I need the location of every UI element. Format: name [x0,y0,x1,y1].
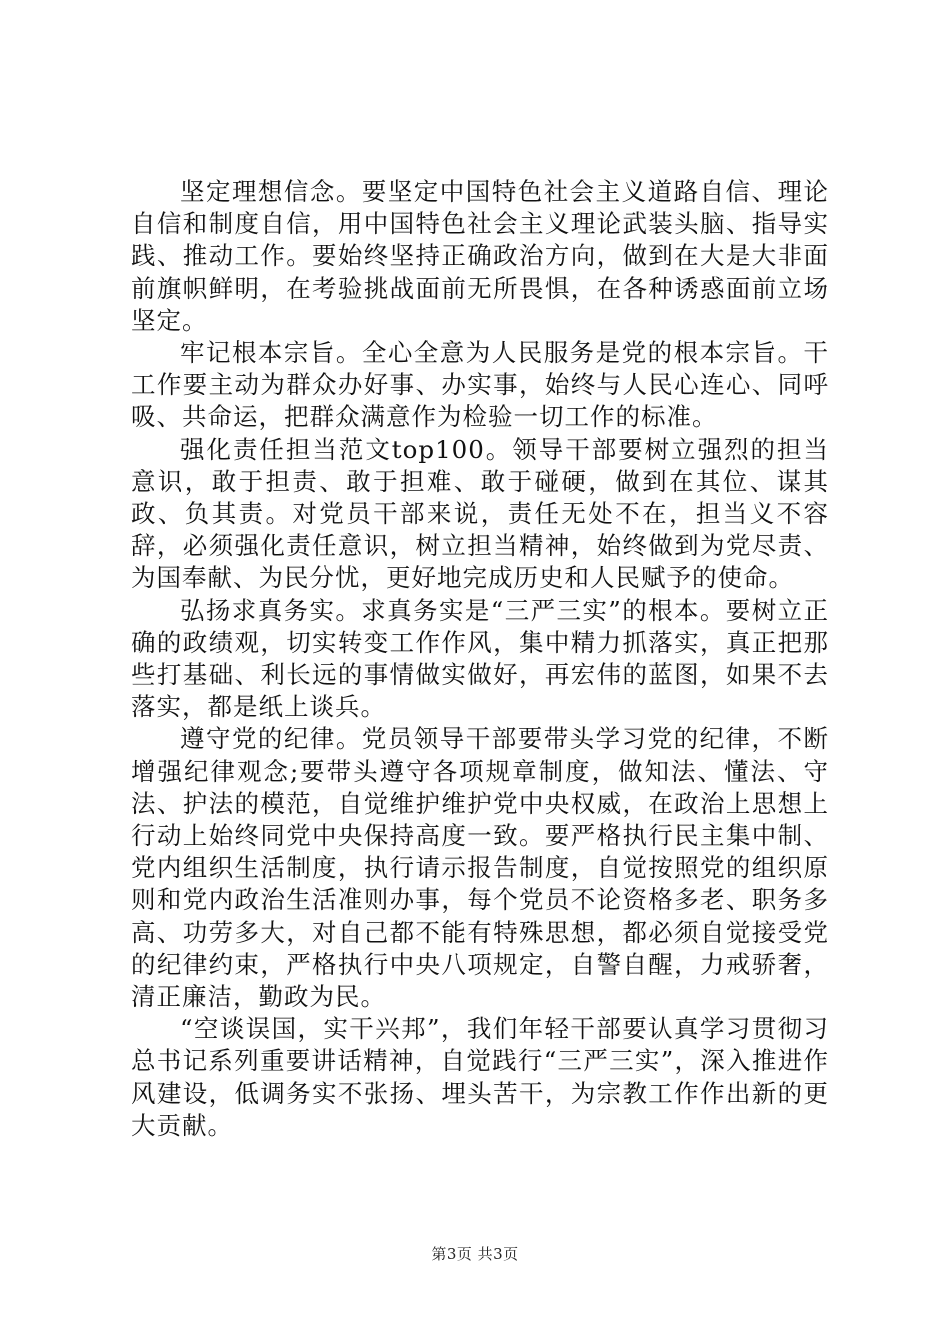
paragraph-purpose: 牢记根本宗旨。全心全意为人民服务是党的根本宗旨。干工作要主动为群众办好事、办实事，始终与人民心连心、同呼吸、共命运，把群众满意作为检验一切工作的标准。 [131,338,829,432]
paragraph-discipline: 遵守党的纪律。党员领导干部要带头学习党的纪律，不断增强纪律观念;要带头遵守各项规章制度，做知法、懂法、守法、护法的模范，自觉维护维护党中央权威，在政治上思想上行动上始终同党中央保持高度一致。要严格执行民主集中制、党内组织生活制度，执行请示报告制度，自觉按照党的组织原则和党内政治生活准则办事，每个党员不论资格多老、职务多高、功劳多大，对自己都不能有特殊思想，都必须自觉接受党的纪律约束，严格执行中央八项规定，自警自醒，力戒骄奢，清正廉洁，勤政为民。 [131,724,829,1012]
document-body [131,176,829,1142]
paragraph-pragmatism: 弘扬求真务实。求真务实是“三严三实”的根本。要树立正确的政绩观，切实转变工作作风，集中精力抓落实，真正把那些打基础、利长远的事情做实做好，再宏伟的蓝图，如果不去落实，都是纸上谈兵。 [131,595,829,722]
paragraph-ideals: 坚定理想信念。要坚定中国特色社会主义道路自信、理论自信和制度自信，用中国特色社会主义理论武装头脑、指导实践、推动工作。要始终坚持正确政治方向，做到在大是大非面前旗帜鲜明，在考验挑战面前无所畏惧，在各种诱惑面前立场坚定。 [131,177,829,335]
paragraph-conclusion: “空谈误国，实干兴邦”，我们年轻干部要认真学习贯彻习总书记系列重要讲话精神，自觉践行“三严三实”，深入推进作风建设，低调务实不张扬、埋头苦干，为宗教工作作出新的更大贡献。 [131,1014,829,1140]
page-number-footer: 第3页 共3页 [431,1245,519,1263]
paragraph-responsibility: 强化责任担当范文top100。领导干部要树立强烈的担当意识，敢于担责、敢于担难、敢于碰硬，做到在其位、谋其政、负其责。对党员干部来说，责任无处不在，担当义不容辞，必须强化责任意识，树立担当精神，始终做到为党尽责、为国奉献、为民分忧，更好地完成历史和人民赋予的使命。 [131,434,829,593]
